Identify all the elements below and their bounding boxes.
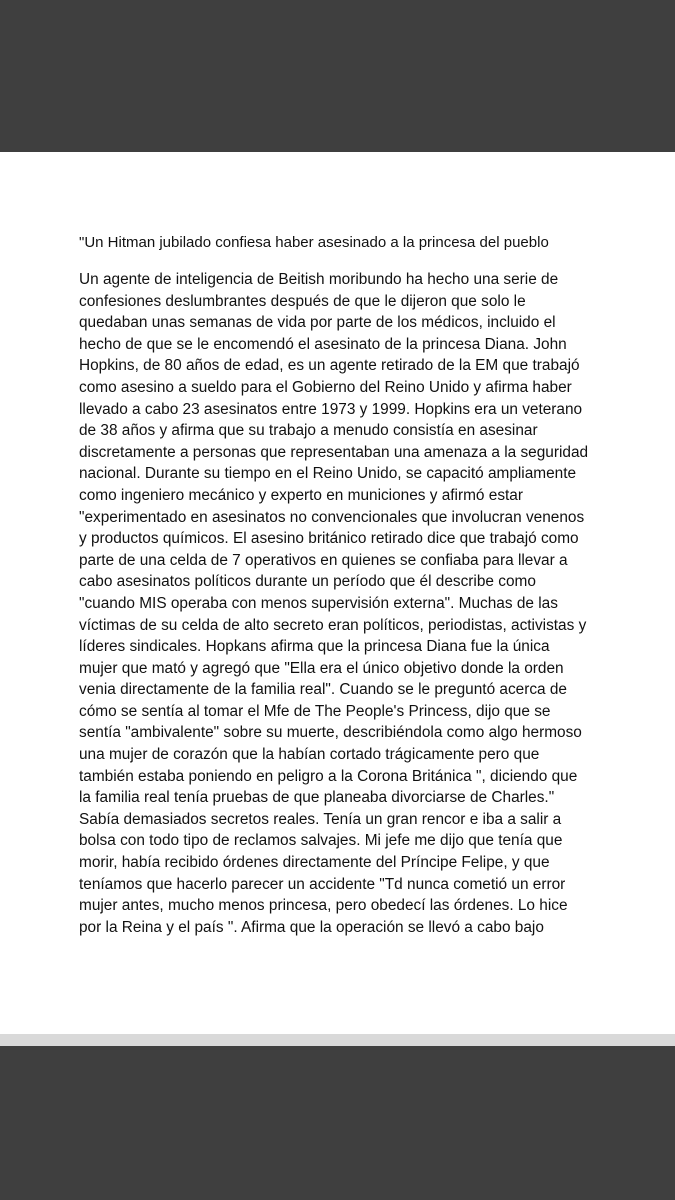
article-body-line: como ingeniero mecánico y experto en municiones y afirmó estar	[79, 486, 523, 504]
page-bottom-edge	[0, 1034, 675, 1046]
article-body-line: mujer que mató y agregó que "Ella era el único objetivo donde la orden	[79, 659, 564, 677]
article-body-line: discretamente a personas que representaban una amenaza a la seguridad	[79, 443, 589, 461]
article-body-line: Un agente de inteligencia de Beitish moribundo ha hecho una serie de	[79, 271, 559, 288]
article-body-line: mujer antes, mucho menos princesa, pero obedecí las órdenes. Lo hice	[79, 897, 568, 915]
article-body-line: de 38 años y afirma que su trabajo a menudo consistía en asesinar	[79, 422, 538, 440]
article-body-line: Sabía demasiados secretos reales. Tenía un gran rencor e iba a salir a	[79, 810, 562, 828]
article-body-line: líderes sindicales. Hopkans afirma que la princesa Diana fue la única	[79, 638, 550, 656]
article-body-line: nacional. Durante su tiempo en el Reino Unido, se capacitó ampliamente	[79, 465, 577, 483]
article-body-line: la familia real tenía pruebas de que planeaba divorciarse de Charles."	[79, 789, 555, 807]
top-letterbox-bar	[0, 0, 675, 152]
article-body-line: una mujer de corazón que la habían cortado trágicamente pero que	[79, 746, 540, 764]
article-body-line: también estaba poniendo en peligro a la Corona Británica ", diciendo que	[79, 767, 578, 785]
article-body-line: Hopkins, de 80 años de edad, es un agente retirado de la EM que trabajó	[79, 357, 580, 375]
article-body-line: confesiones deslumbrantes después de que le dijeron que solo le	[79, 292, 526, 310]
article-body-line: teníamos que hacerlo parecer un accidente "Td nunca cometió un error	[79, 875, 566, 893]
article-body-line: cabo asesinatos políticos durante un período que él describe como	[79, 573, 536, 591]
article-body-line: sentía "ambivalente" sobre su muerte, describiéndola como algo hermoso	[79, 724, 582, 742]
article-body-line: víctimas de su celda de alto secreto eran políticos, periodistas, activistas y	[79, 616, 587, 634]
article-body-line: llevado a cabo 23 asesinatos entre 1973 y 1999. Hopkins era un veterano	[79, 400, 583, 418]
article-body-line: morir, había recibido órdenes directamente del Príncipe Felipe, y que	[79, 854, 550, 872]
article-body-line: quedaban unas semanas de vida por parte de los médicos, incluido el	[79, 314, 556, 332]
article-body-line: venia directamente de la familia real". Cuando se le preguntó acerca de	[79, 681, 567, 699]
article-body-line: cómo se sentía al tomar el Mfe de The People's Princess, dijo que se	[79, 702, 551, 720]
article-body-line: como asesino a sueldo para el Gobierno del Reino Unido y afirma haber	[79, 378, 572, 396]
article-body-line: hecho de que se le encomendó el asesinato de la princesa Diana. John	[79, 335, 567, 353]
article-body	[79, 269, 634, 938]
article-body-line: bolsa con todo tipo de reclamos salvajes. Mi jefe me dijo que tenía que	[79, 832, 563, 850]
article-headline: "Un Hitman jubilado confiesa haber asesinado a la princesa del pueblo	[79, 234, 549, 251]
document-page	[0, 152, 675, 1034]
article-body-line: y productos químicos. El asesino británico retirado dice que trabajó como	[79, 530, 579, 548]
article-body-line: "cuando MIS operaba con menos supervisión externa". Muchas de las	[79, 594, 558, 612]
article-body-line: "experimentado en asesinatos no convencionales que involucran venenos	[79, 508, 585, 526]
article-body-line: por la Reina y el país ". Afirma que la operación se llevó a cabo bajo	[79, 918, 544, 936]
bottom-letterbox-bar	[0, 1046, 675, 1200]
article-body-line: parte de una celda de 7 operativos en quienes se confiaba para llevar a	[79, 551, 568, 569]
